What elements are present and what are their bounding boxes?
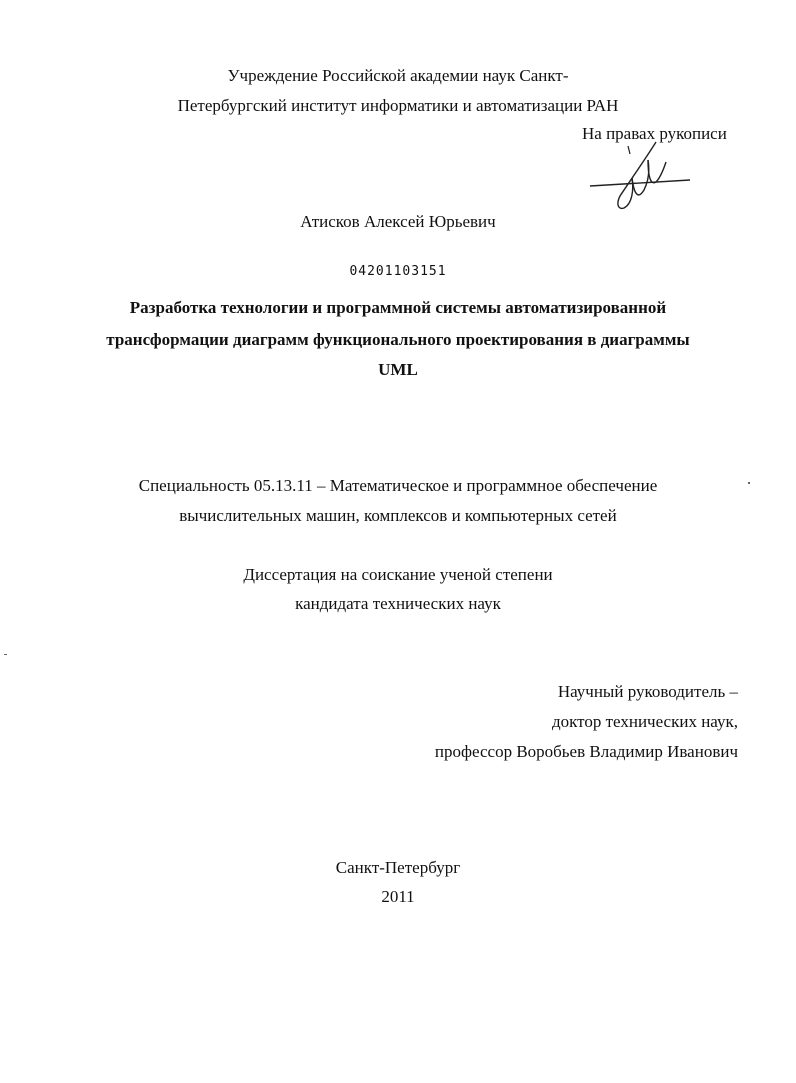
- specialty-line-1: Специальность 05.13.11 – Математическое и программное обеспечение: [138, 476, 658, 495]
- institution-line-1: Учреждение Российской академии наук Санкт-: [227, 66, 569, 85]
- dissertation-title-line-3: UML: [378, 360, 418, 379]
- dissertation-title-line-1: Разработка технологии и программной системы автоматизированной: [129, 298, 667, 317]
- manuscript-rights-label: На правах рукописи: [582, 124, 727, 143]
- signature-icon: [588, 138, 698, 218]
- city: Санкт-Петербург: [335, 858, 461, 877]
- dissertation-title-line-2: трансформации диаграмм функционального проектирования в диаграммы: [106, 330, 690, 349]
- institution-line-2: Петербургский институт информатики и автоматизации РАН: [177, 96, 619, 115]
- year: 2011: [381, 887, 415, 906]
- degree-line-2: кандидата технических наук: [295, 594, 501, 613]
- supervisor-name: профессор Воробьев Владимир Иванович: [434, 742, 738, 761]
- degree-line-1: Диссертация на соискание ученой степени: [243, 565, 553, 584]
- supervisor-role: Научный руководитель –: [557, 682, 738, 701]
- scan-speck: [4, 654, 7, 655]
- registration-number: 04201103151: [349, 264, 447, 279]
- specialty-line-2: вычислительных машин, комплексов и компьютерных сетей: [179, 506, 617, 525]
- scan-speck: [748, 482, 750, 484]
- author-name: Атисков Алексей Юрьевич: [300, 212, 496, 231]
- supervisor-degree: доктор технических наук,: [551, 712, 738, 731]
